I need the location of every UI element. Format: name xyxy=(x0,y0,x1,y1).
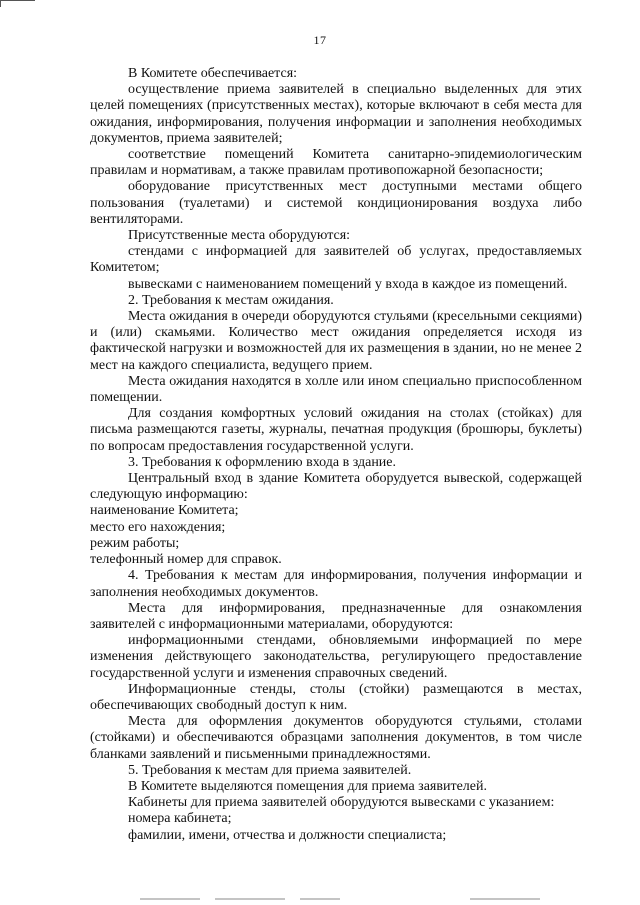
paragraph: Информационные стенды, столы (стойки) размещаются в местах, обеспечивающих свободный доступ к ним. xyxy=(90,681,582,713)
paragraph: стендами с информацией для заявителей об услугах, предоставляемых Комитетом; xyxy=(90,244,582,276)
section-heading: 5. Требования к местам для приема заявителей. xyxy=(128,762,412,778)
page-number: 17 xyxy=(313,33,327,47)
paragraph: Центральный вход в здание Комитета оборудуется вывеской, содержащей следующую информацию: xyxy=(90,471,582,503)
paragraph: вывесками с наименованием помещений у входа в каждое из помещений. xyxy=(128,276,568,292)
scan-artifact xyxy=(140,898,200,900)
paragraph: Места ожидания находятся в холле или ином специально приспособленном помещении. xyxy=(90,373,582,406)
paragraph: информационными стендами, обновляемыми информацией по мере изменения действующего законодательства, регулирующего предоставление государственной услуги и изменения справочных сведений. xyxy=(90,633,582,681)
paragraph: Для создания комфортных условий ожидания на столах (стойках) для письма размещаются газеты, журналы, печатная продукция (брошюры, буклеты) по вопросам предоставления государственной услуги. xyxy=(90,406,582,454)
section-heading: 2. Требования к местам ожидания. xyxy=(128,292,334,308)
paragraph: Присутственные места оборудуются: xyxy=(128,228,351,244)
body-text xyxy=(90,66,582,844)
paragraph: оборудование присутственных мест доступными местами общего пользования (туалетами) и системой кондиционирования воздуха либо вентиляторами. xyxy=(90,179,582,227)
paragraph: Кабинеты для приема заявителей оборудуются вывесками с указанием: xyxy=(128,795,555,811)
section-heading: 4. Требования к местам для информирования, получения информации и заполнения необходимых документов. xyxy=(90,568,582,600)
paragraph: В Комитете обеспечивается: xyxy=(128,66,298,81)
paragraph: осуществление приема заявителей в специально выделенных для этих целей помещениях (присутственных местах), которые включают в себя места для ожидания, информирования, получения информации и заполнения необходимых документов, приема заявителей; xyxy=(90,82,582,146)
paragraph: Места ожидания в очереди оборудуются стульями (кресельными секциями) и (или) скамьями. Количество мест ожидания определяется исходя из фактической нагрузки и возможностей для их размещения в здании, но не менее 2 мест на каждого специалиста, ведущего прием. xyxy=(90,309,582,373)
list-item: наименование Комитета; xyxy=(90,503,239,519)
list-item: номера кабинета; xyxy=(128,811,232,827)
scan-artifact xyxy=(470,898,540,900)
paragraph: Места для оформления документов оборудуются стульями, столами (стойками) и обеспечиваются образцами заполнения документов, в том числе бланками заявлений и письменными принадлежностями. xyxy=(90,714,582,762)
list-item: телефонный номер для справок. xyxy=(90,552,282,568)
list-item: фамилии, имени, отчества и должности специалиста; xyxy=(128,827,447,843)
list-item: место его нахождения; xyxy=(90,519,226,535)
paragraph: Места для информирования, предназначенные для ознакомления заявителей с информационными материалами, оборудуются: xyxy=(90,600,582,632)
scan-artifact xyxy=(300,898,340,900)
scan-artifact xyxy=(215,898,285,900)
scan-corner-mark xyxy=(0,0,35,7)
list-item: режим работы; xyxy=(90,535,180,551)
paragraph: соответствие помещений Комитета санитарно-эпидемиологическим правилам и нормативам, а также правилам противопожарной безопасности; xyxy=(90,147,582,179)
section-heading: 3. Требования к оформлению входа в здание. xyxy=(128,454,397,470)
paragraph: В Комитете выделяются помещения для приема заявителей. xyxy=(128,778,487,794)
